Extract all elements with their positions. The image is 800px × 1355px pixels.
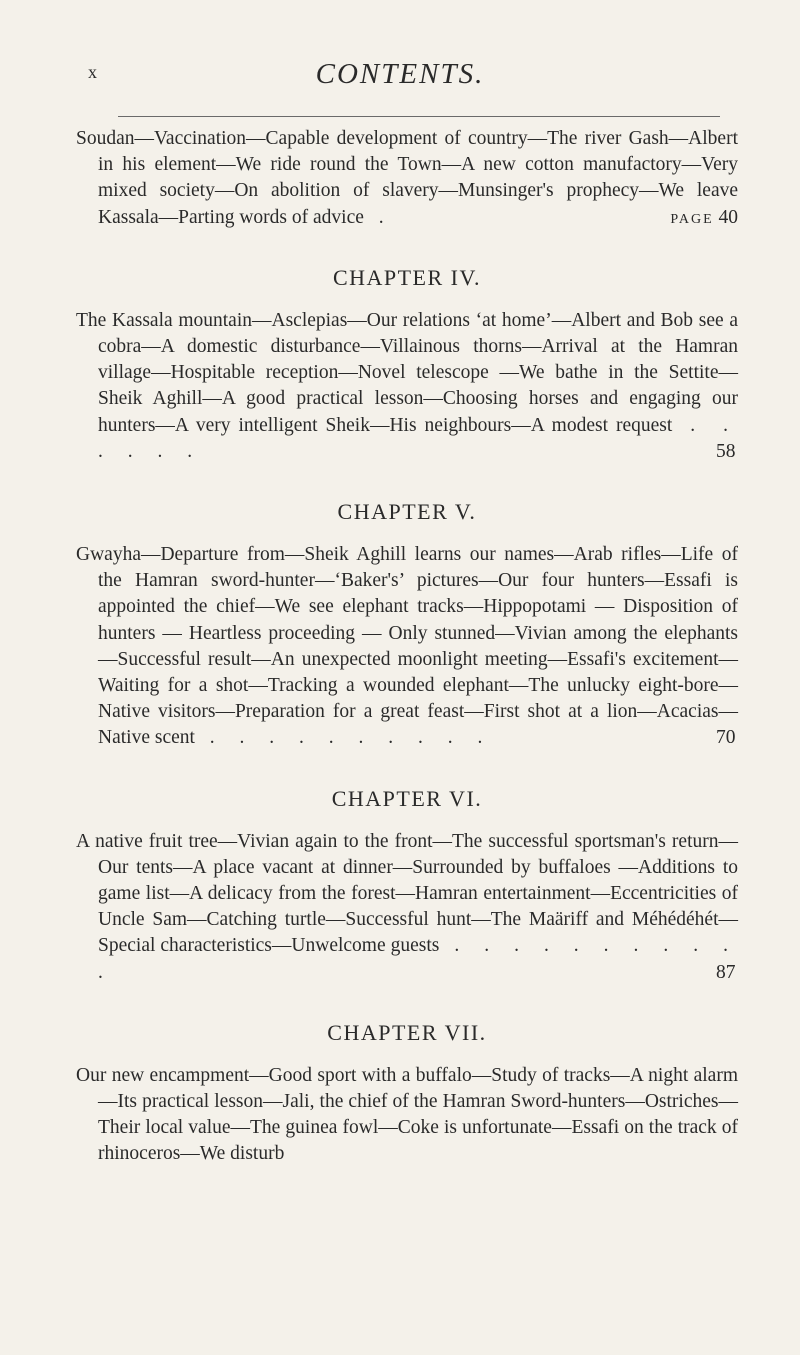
synopsis-text: A native fruit tree—Vivian again to the front—The successful sportsman's return—Our tents—A place vacant at dinner—Surrounded by buffaloes —Additions to game list—A delicacy from the forest—Hamran entertainment—Eccentricities of Uncle Sam—Catching turtle—Successful hunt—The Maäriff and Méhédéhét—Special characteristics—Unwelcome guests [76,830,738,957]
chapter-synopsis: A native fruit tree—Vivian again to the front—The successful sportsman's return—Our tents—A place vacant at dinner—Surrounded by buffaloes —Additions to game list—A delicacy from the forest—Hamran entertainment—Eccentricities of Uncle Sam—Catching turtle—Successful hunt—The Maäriff and Méhédéhét—Special characteristics—Unwelcome guests . . . . . . . . . . . 87 [76,830,738,983]
dot-leaders: . . . . . . . . . . [194,727,493,749]
header-rule [118,116,720,117]
chapter-synopsis [76,1063,738,1168]
contents-body [76,126,738,1168]
chapter-heading: CHAPTER VI. [331,785,483,811]
chapter-3-synopsis-continued [76,126,738,231]
page-title: CONTENTS. [315,58,485,90]
dot-leaders: . [363,206,394,228]
chapter-heading: CHAPTER V. [337,499,477,525]
synopsis-text: Soudan—Vaccination—Capable development of country—The river Gash—Albert in his element—We ride round the Town—A new cotton manufactory—Very mixed society—On abolition of slavery—Munsinger's prophecy—We leave Kassala—Parting words of advice [76,128,738,228]
chapter-heading: CHAPTER IV. [332,264,482,290]
synopsis-text: Gwayha—Departure from—Sheik Aghill learns our names—Arab rifles—Life of the Hamran sword-hunter—‘Baker's’ pictures—Our four hunters—Essafi is appointed the chief—We see elephant tracks—Hippopotami — Disposition of hunters — Heartless proceeding — Only stunned—Vivian among the elephants—Successful result—An unexpected moonlight meeting—Essafi's excitement—Waiting for a shot—Tracking a wounded elephant—The unlucky eight-bore—Native visitors—Preparation for a great feast—First shot at a lion—Acacias—Native scent [76,544,738,749]
page-ref: 40 [718,206,738,228]
chapter-synopsis: The Kassala mountain—Asclepias—Our relations ‘at home’—Albert and Bob see a cobra—A domestic disturbance—Villainous thorns—Arrival at the Hamran village—Hospitable reception—Novel telescope —We bathe in the Settite—Sheik Aghill—A good practical lesson—Choosing horses and engaging our hunters—A very intelligent Sheik—His neighbours—A modest request . . . . . . 58 [76,309,738,462]
running-head [0,58,800,102]
page-number: x [88,62,98,82]
page-label: PAGE [670,211,714,227]
chapter-heading: CHAPTER VII. [327,1019,487,1045]
chapter-synopsis: Gwayha—Departure from—Sheik Aghill learns our names—Arab rifles—Life of the Hamran sword-hunter—‘Baker's’ pictures—Our four hunters—Essafi is appointed the chief—We see elephant tracks—Hippopotami — Disposition of hunters — Heartless proceeding — Only stunned—Vivian among the elephants—Successful result—An unexpected moonlight meeting—Essafi's excitement—Waiting for a shot—Tracking a wounded elephant—The unlucky eight-bore—Native visitors—Preparation for a great feast—First shot at a lion—Acacias—Native scent . . . . . . . . . . 70 [76,544,738,749]
synopsis-text: The Kassala mountain—Asclepias—Our relations ‘at home’—Albert and Bob see a cobra—A domestic disturbance—Villainous thorns—Arrival at the Hamran village—Hospitable reception—Novel telescope —We bathe in the Settite—Sheik Aghill—A good practical lesson—Choosing horses and engaging our hunters—A very intelligent Sheik—His neighbours—A modest request [76,309,738,436]
dot-leaders: . . . . . . . . . . . [98,935,738,983]
synopsis-text: Our new encampment—Good sport with a buffalo—Study of tracks—A night alarm—Its practical lesson—Jali, the chief of the Hamran Sword-hunters—Ostriches—Their local value—The guinea fowl—Coke is unfortunate—Essafi on the track of rhinoceros—We disturb [76,1064,738,1165]
dot-leaders: . . . . . . [98,414,738,462]
